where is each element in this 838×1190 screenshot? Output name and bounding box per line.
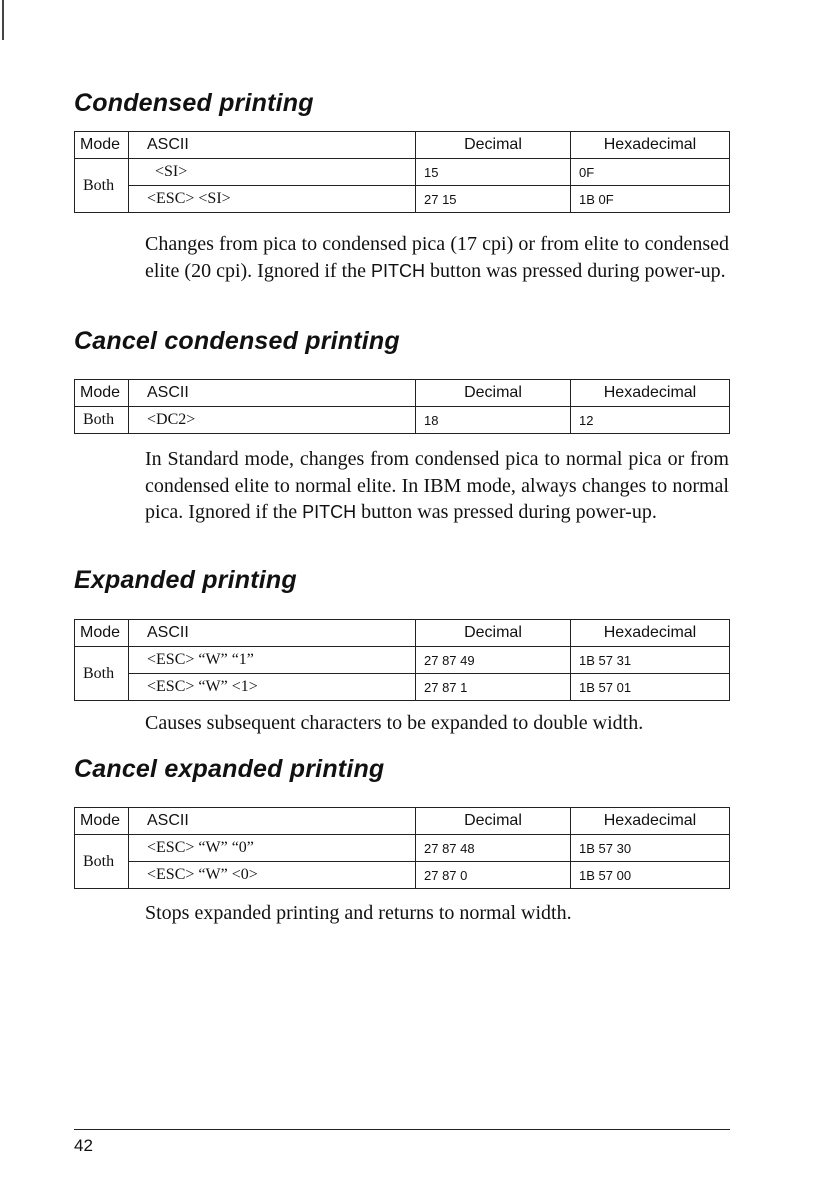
description-text: In Standard mode, changes from condensed pica to normal pica or from condensed elite to normal elite. In IBM mode, always changes to normal pica. Ignored if the xyxy=(145,448,729,523)
description-text: button was pressed during power-up. xyxy=(425,259,726,282)
ascii-header: ASCII xyxy=(129,808,416,835)
section-title: Condensed printing xyxy=(74,89,314,117)
decimal-cell: 27 15 xyxy=(416,186,571,213)
hex-cell: 1B 57 30 xyxy=(571,835,730,862)
description-text: button was pressed during power-up. xyxy=(356,501,657,523)
command-table xyxy=(74,379,730,434)
section-title: Cancel expanded printing xyxy=(74,755,385,783)
hex-cell: 0F xyxy=(571,159,730,186)
description-text: Changes from pica to condensed pica (17 cpi) or from elite to condensed elite (20 cpi). Ignored if the xyxy=(145,233,729,282)
mode-cell: Both xyxy=(75,647,129,701)
decimal-header: Decimal xyxy=(416,808,571,835)
mode-cell: Both xyxy=(75,159,129,213)
hex-header: Hexadecimal xyxy=(571,380,730,407)
table-row xyxy=(75,674,730,701)
mode-cell: Both xyxy=(75,407,129,434)
hex-cell: 12 xyxy=(571,407,730,434)
table-header-row xyxy=(75,808,730,835)
command-table xyxy=(74,131,730,213)
decimal-header: Decimal xyxy=(416,132,571,159)
section-description xyxy=(145,446,729,526)
hex-cell: 1B 57 31 xyxy=(571,647,730,674)
ascii-cell: <ESC> “W” <0> xyxy=(129,862,416,889)
ascii-cell: <ESC> “W” “1” xyxy=(129,647,416,674)
decimal-header: Decimal xyxy=(416,380,571,407)
decimal-cell: 27 87 49 xyxy=(416,647,571,674)
ascii-cell: <SI> xyxy=(129,159,416,186)
table-row xyxy=(75,407,730,434)
mode-cell: Both xyxy=(75,835,129,889)
ascii-header: ASCII xyxy=(129,620,416,647)
table-row xyxy=(75,835,730,862)
decimal-cell: 18 xyxy=(416,407,571,434)
ascii-cell: <ESC> “W” <1> xyxy=(129,674,416,701)
page-number: 42 xyxy=(74,1136,93,1155)
ascii-cell: <DC2> xyxy=(129,407,416,434)
mode-header: Mode xyxy=(75,380,129,407)
pitch-button-label: PITCH xyxy=(302,502,357,522)
mode-header: Mode xyxy=(75,132,129,159)
ascii-header: ASCII xyxy=(129,380,416,407)
decimal-cell: 27 87 1 xyxy=(416,674,571,701)
section-title: Cancel condensed printing xyxy=(74,327,400,355)
mode-header: Mode xyxy=(75,620,129,647)
scan-edge-mark xyxy=(2,0,4,40)
decimal-cell: 27 87 0 xyxy=(416,862,571,889)
decimal-cell: 15 xyxy=(416,159,571,186)
hex-cell: 1B 57 00 xyxy=(571,862,730,889)
mode-header: Mode xyxy=(75,808,129,835)
decimal-header: Decimal xyxy=(416,620,571,647)
table-row xyxy=(75,647,730,674)
hex-header: Hexadecimal xyxy=(571,620,730,647)
decimal-cell: 27 87 48 xyxy=(416,835,571,862)
hex-cell: 1B 0F xyxy=(571,186,730,213)
table-header-row xyxy=(75,380,730,407)
table-row xyxy=(75,186,730,213)
section-description: Causes subsequent characters to be expanded to double width. xyxy=(145,712,644,734)
table-row xyxy=(75,159,730,186)
table-header-row xyxy=(75,132,730,159)
pitch-button-label: PITCH xyxy=(371,260,426,281)
hex-cell: 1B 57 01 xyxy=(571,674,730,701)
hex-header: Hexadecimal xyxy=(571,808,730,835)
command-table xyxy=(74,807,730,889)
ascii-header: ASCII xyxy=(129,132,416,159)
section-description xyxy=(145,231,729,284)
section-title: Expanded printing xyxy=(74,566,297,594)
table-row xyxy=(75,862,730,889)
ascii-cell: <ESC> “W” “0” xyxy=(129,835,416,862)
table-header-row xyxy=(75,620,730,647)
section-description: Stops expanded printing and returns to normal width. xyxy=(145,902,572,924)
command-table xyxy=(74,619,730,701)
hex-header: Hexadecimal xyxy=(571,132,730,159)
ascii-cell: <ESC> <SI> xyxy=(129,186,416,213)
footer-rule xyxy=(74,1129,730,1130)
